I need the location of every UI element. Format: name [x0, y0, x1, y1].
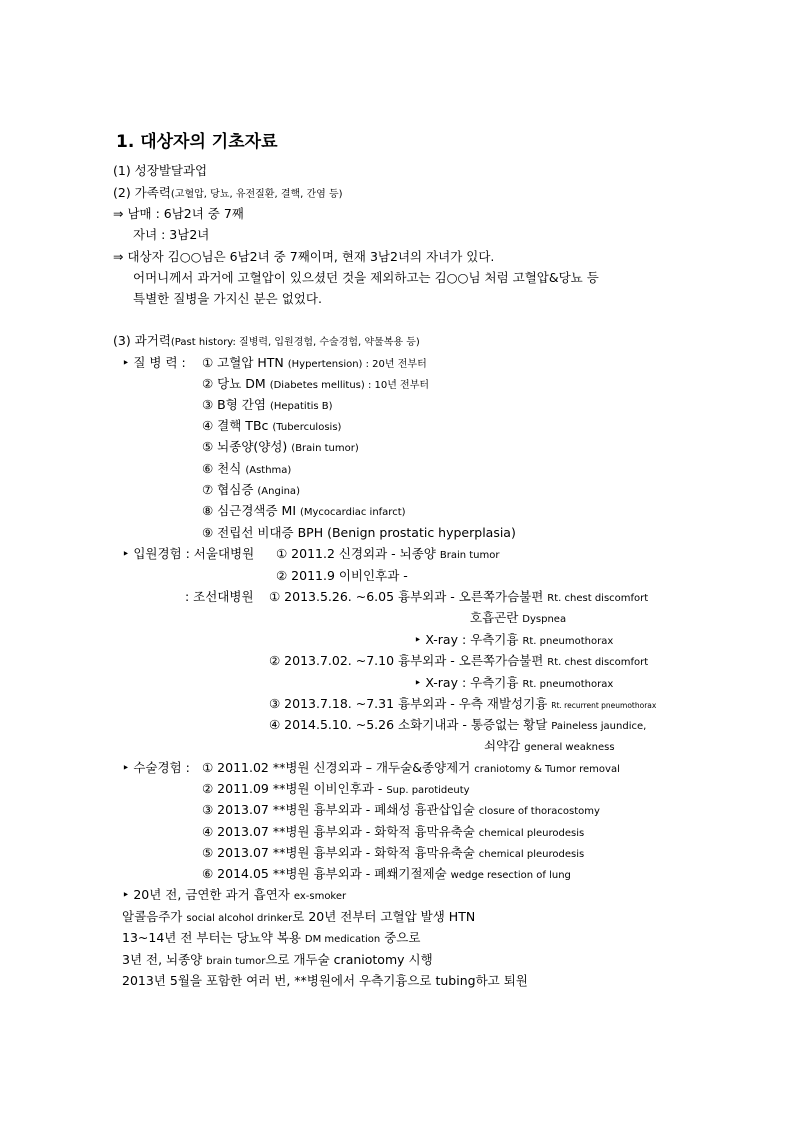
admission-item: ③ 2013.7.18. ~7.31 흉부외과 - 우측 재발성기흉 Rt. recurrent pneumothorax: [269, 696, 657, 711]
disease-label: ‣ 질 병 력 :: [122, 355, 186, 370]
admission-item: ‣ X-ray : 우측기흉 Rt. pneumothorax: [414, 632, 614, 647]
admission-item: ① 2013.5.26. ~6.05 흉부외과 - 오른쪽가슴불편 Rt. chest discomfort: [269, 589, 649, 604]
disease-item: ⑥ 천식 (Asthma): [202, 461, 292, 476]
admission-item: ② 2011.9 이비인후과 -: [276, 568, 408, 583]
family-summary-1: ⇒ 대상자 김○○님은 6남2녀 중 7째이며, 현재 3남2녀의 자녀가 있다.: [113, 249, 495, 264]
admission-item: ‣ X-ray : 우측기흉 Rt. pneumothorax: [414, 675, 614, 690]
family-children: 자녀 : 3남2녀: [133, 227, 210, 242]
surgery-item: ④ 2013.07 **병원 흉부외과 - 화학적 흉막유축술 chemical pleurodesis: [202, 824, 585, 839]
family-heading: (2) 가족력(고혈압, 당뇨, 유전질환, 결핵, 간염 등): [113, 185, 343, 200]
disease-item: ⑧ 심근경색증 MI (Mycocardiac infarct): [202, 503, 406, 518]
disease-item: ④ 결핵 TBc (Tuberculosis): [202, 418, 342, 433]
note-line: 2013년 5월을 포함한 여러 번, **병원에서 우측기흉으로 tubing하고 퇴원: [122, 973, 528, 988]
disease-item: ② 당뇨 DM (Diabetes mellitus) : 10년 전부터: [202, 376, 430, 391]
surgery-item: ① 2011.02 **병원 신경외과 – 개두술&종양제거 craniotomy & Tumor removal: [202, 760, 620, 775]
surgery-item: ② 2011.09 **병원 이비인후과 - Sup. parotideuty: [202, 781, 470, 796]
disease-item: ⑨ 전립선 비대증 BPH (Benign prostatic hyperplasia): [202, 525, 516, 540]
admission-item: ② 2013.7.02. ~7.10 흉부외과 - 오른쪽가슴불편 Rt. chest discomfort: [269, 653, 649, 668]
admission-item: ④ 2014.5.10. ~5.26 소화기내과 - 통증없는 황달 Paineless jaundice,: [269, 717, 647, 732]
surgery-item: ⑤ 2013.07 **병원 흉부외과 - 화학적 흉막유축술 chemical pleurodesis: [202, 845, 585, 860]
family-summary-2: 어머니께서 과거에 고혈압이 있으셨던 것을 제외하고는 김○○님 처럼 고혈압&당뇨 등: [133, 270, 599, 285]
note-line: 알콜음주가 social alcohol drinker로 20년 전부터 고혈압 발생 HTN: [122, 909, 476, 924]
chosun-label: : 조선대병원: [185, 589, 254, 604]
growth-heading: (1) 성장발달과업: [113, 163, 208, 178]
admission-label: ‣ 입원경험 : 서울대병원: [122, 546, 255, 561]
disease-item: ③ B형 간염 (Hepatitis B): [202, 397, 333, 412]
disease-item: ① 고혈압 HTN (Hypertension) : 20년 전부터: [202, 355, 427, 370]
admission-item: 쇠약감 general weakness: [484, 738, 615, 753]
surgery-label: ‣ 수술경험 :: [122, 760, 190, 775]
page-title: 1. 대상자의 기초자료: [116, 132, 278, 152]
family-siblings: ⇒ 남매 : 6남2녀 중 7째: [113, 206, 244, 221]
surgery-item: ③ 2013.07 **병원 흉부외과 - 폐쇄성 흉관삽입술 closure of thoracostomy: [202, 802, 600, 817]
disease-item: ⑦ 협심증 (Angina): [202, 482, 300, 497]
note-line: 3년 전, 뇌종양 brain tumor으로 개두술 craniotomy 시행: [122, 952, 433, 967]
disease-item: ⑤ 뇌종양(양성) (Brain tumor): [202, 439, 359, 454]
note-line: 13~14년 전 부터는 당뇨약 복용 DM medication 중으로: [122, 930, 421, 945]
past-history-heading: (3) 과거력(Past history: 질병력, 입원경험, 수술경험, 약물복용 등): [113, 333, 420, 348]
family-summary-3: 특별한 질병을 가지신 분은 없었다.: [133, 291, 322, 306]
admission-item: 호흡곤란 Dyspnea: [470, 610, 567, 625]
admission-item: ① 2011.2 신경외과 - 뇌종양 Brain tumor: [276, 546, 500, 561]
surgery-item: ⑥ 2014.05 **병원 흉부외과 - 폐쐐기절제술 wedge resection of lung: [202, 866, 571, 881]
note-line: ‣ 20년 전, 금연한 과거 흡연자 ex-smoker: [122, 887, 347, 902]
